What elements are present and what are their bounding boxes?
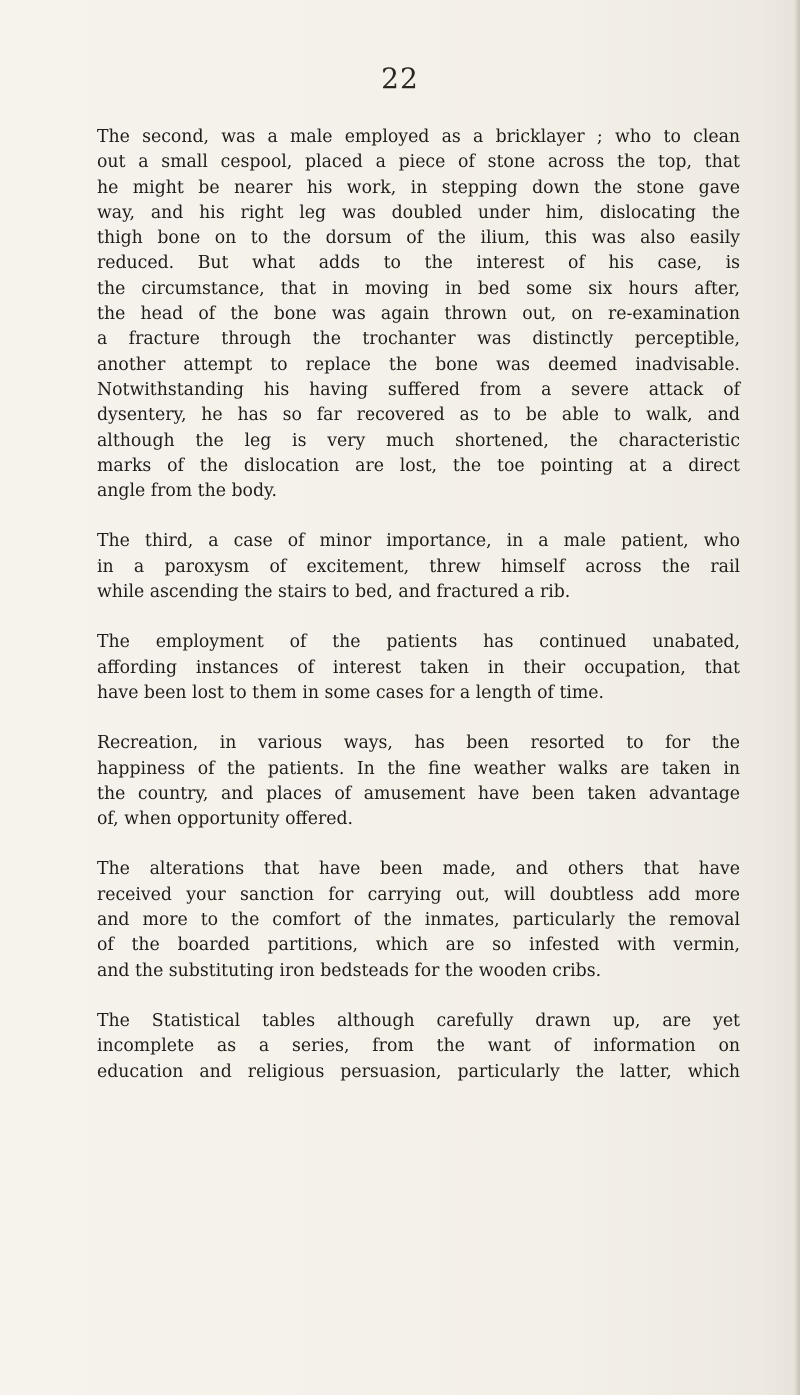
text-line: and the substituting iron bedsteads for the wooden cribs.	[97, 960, 602, 981]
text-line: Recreation, in various ways, has been resorted to for the	[97, 733, 740, 754]
body-text	[84, 125, 740, 1110]
text-line: education and religious persuasion, particularly the latter, which	[97, 1061, 740, 1082]
text-line: dysentery, he has so far recovered as to be able to walk, and	[97, 405, 740, 426]
page-edge-shadow	[794, 0, 800, 1395]
text-line: another attempt to replace the bone was deemed inadvisable.	[97, 354, 740, 375]
paragraph-bricklayer-case	[84, 125, 740, 504]
text-line: out a small cespool, placed a piece of stone across the top, that	[97, 152, 740, 173]
text-line: of the boarded partitions, which are so infested with vermin,	[97, 935, 740, 956]
text-line: reduced. But what adds to the interest of his case, is	[97, 253, 740, 274]
text-line: happiness of the patients. In the fine weather walks are taken in	[97, 758, 740, 779]
text-line: The Statistical tables although carefully drawn up, are yet	[97, 1010, 740, 1031]
text-line: The employment of the patients has continued unabated,	[97, 632, 740, 653]
text-line: a fracture through the trochanter was distinctly perceptible,	[97, 329, 740, 350]
text-line: have been lost to them in some cases for a length of time.	[97, 682, 605, 703]
text-line: in a paroxysm of excitement, threw himself across the rail	[97, 556, 740, 577]
text-line: the country, and places of amusement have been taken advantage	[97, 783, 740, 804]
text-line: Notwithstanding his having suffered from a severe attack of	[97, 379, 740, 400]
text-line: he might be nearer his work, in stepping down the stone gave	[97, 177, 740, 198]
text-line: way, and his right leg was doubled under him, dislocating the	[97, 202, 740, 223]
text-line: the circumstance, that in moving in bed some six hours after,	[97, 278, 740, 299]
text-line: affording instances of interest taken in their occupation, that	[97, 657, 740, 678]
text-line: and more to the comfort of the inmates, particularly the removal	[97, 910, 740, 931]
page-number: 22	[381, 62, 419, 95]
text-line: while ascending the stairs to bed, and fractured a rib.	[97, 582, 571, 603]
text-line: marks of the dislocation are lost, the toe pointing at a direct	[97, 455, 740, 476]
paragraph-third-case	[84, 529, 740, 605]
text-line: angle from the body.	[97, 481, 277, 502]
paragraph-alterations	[84, 857, 740, 983]
paragraph-statistical-tables	[84, 1009, 740, 1085]
text-line: although the leg is very much shortened, the characteristic	[97, 430, 740, 451]
text-line: The third, a case of minor importance, in a male patient, who	[97, 531, 740, 552]
text-line: The alterations that have been made, and others that have	[97, 859, 740, 880]
text-line: The second, was a male employed as a bricklayer ; who to clean	[97, 127, 740, 147]
paragraph-employment	[84, 630, 740, 706]
text-line: thigh bone on to the dorsum of the ilium, this was also easily	[97, 228, 740, 249]
text-line: received your sanction for carrying out, will doubtless add more	[97, 884, 740, 905]
text-line: the head of the bone was again thrown out, on re-examination	[97, 304, 740, 325]
text-line: incomplete as a series, from the want of information on	[97, 1036, 740, 1057]
text-line: of, when opportunity offered.	[97, 809, 354, 830]
paragraph-recreation	[84, 731, 740, 832]
